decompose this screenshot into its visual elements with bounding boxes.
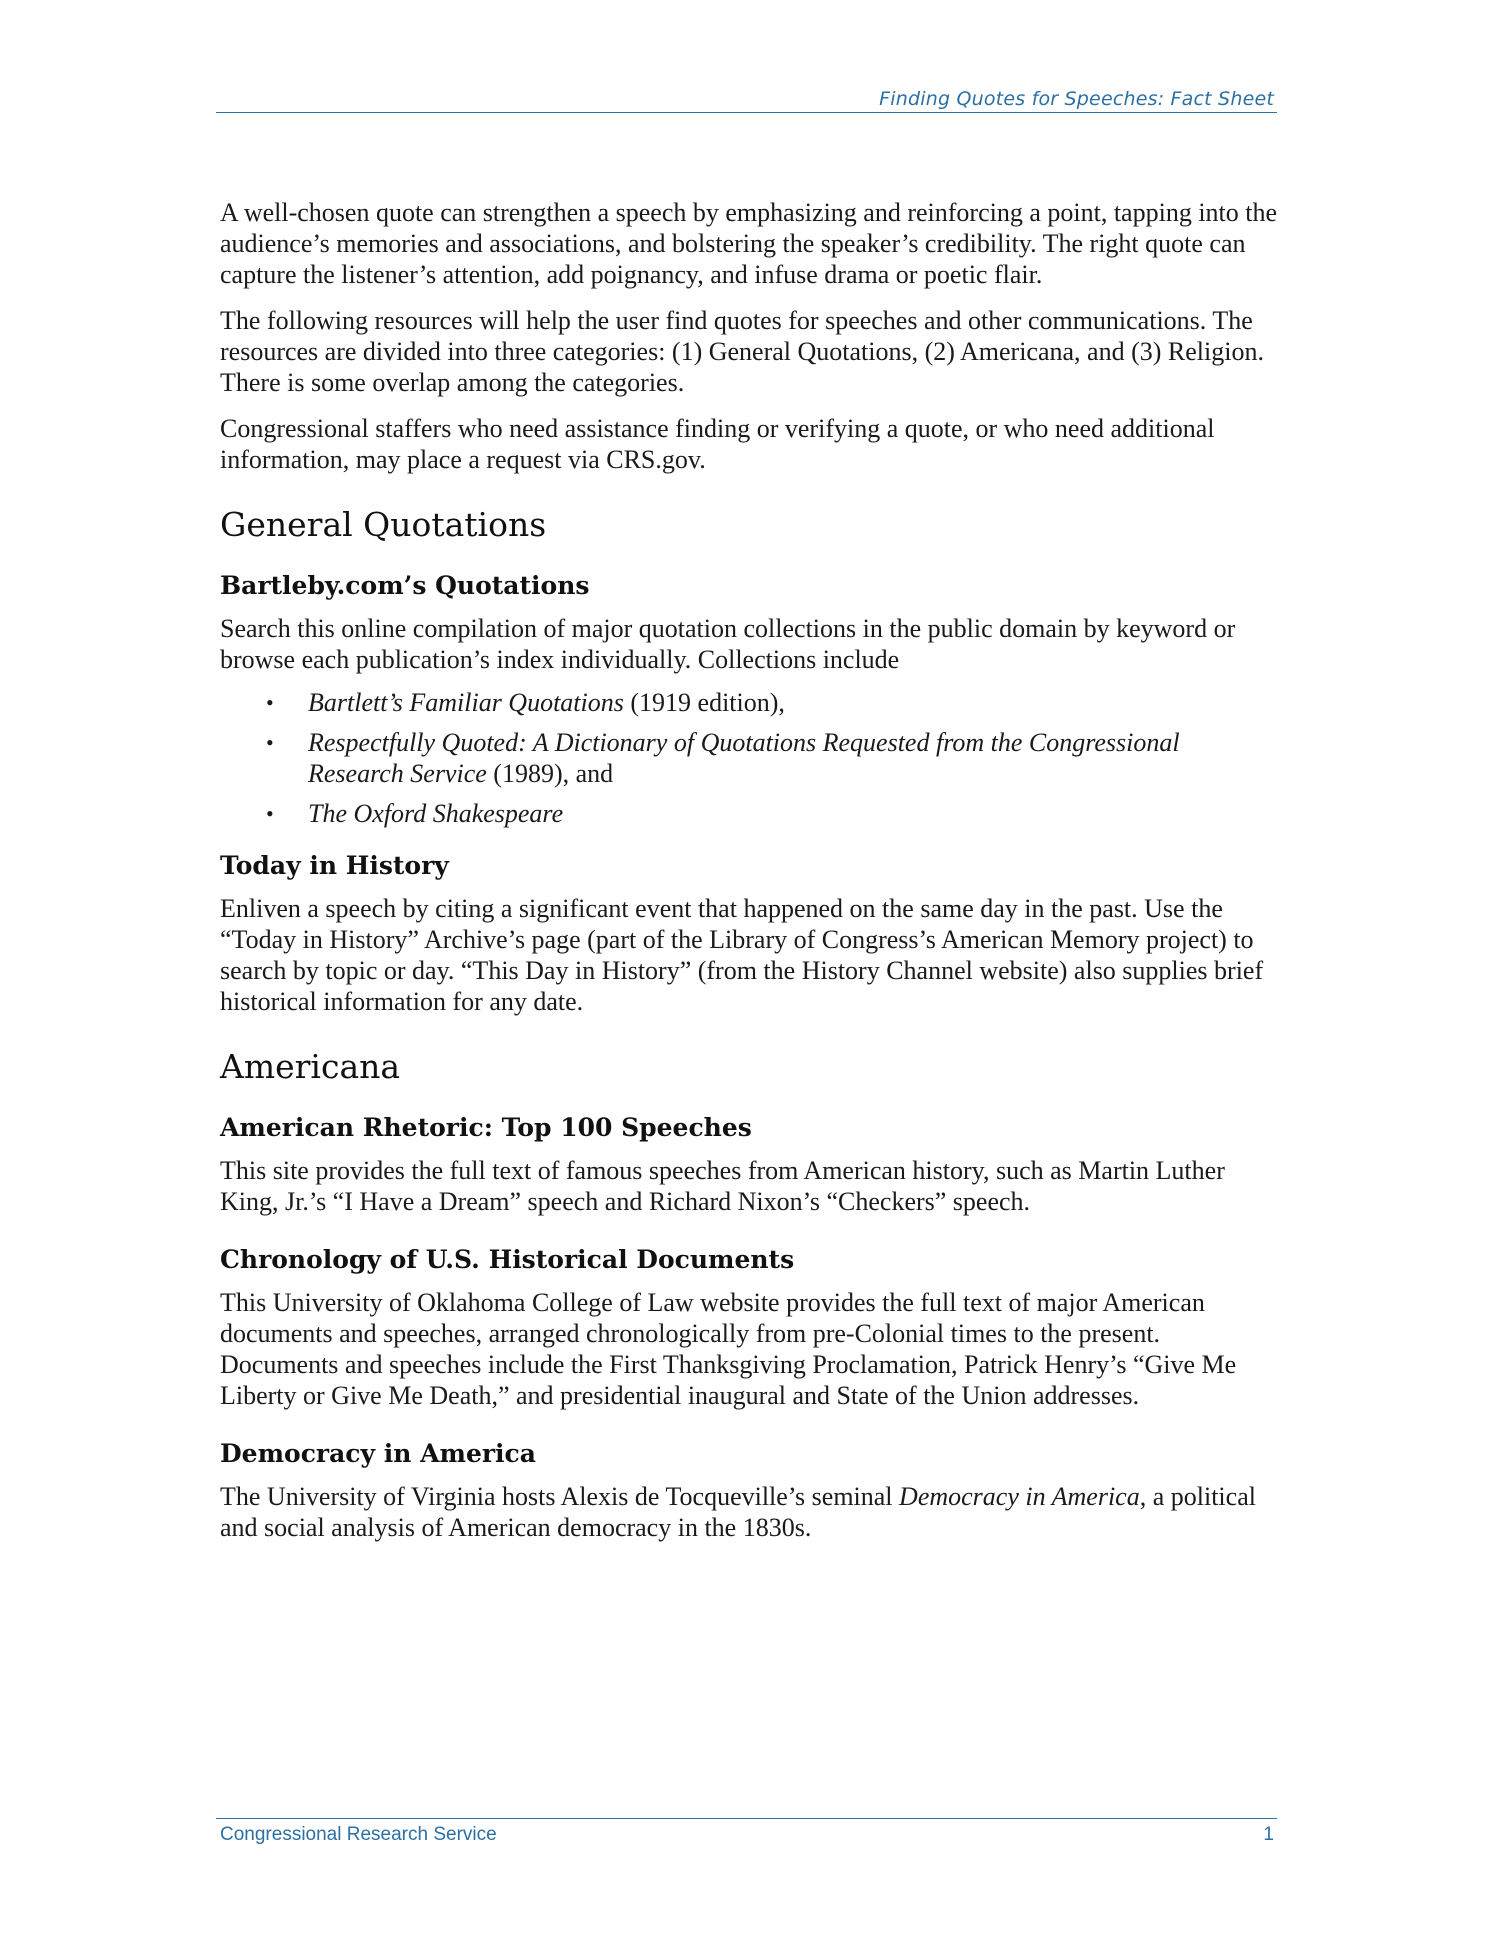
american-rhetoric-description: This site provides the full text of famous speeches from American history, such as Martin Luther King, Jr.’s “I Have a Dream” speech and Richard Nixon’s “Checkers” speech.	[220, 1156, 1225, 1216]
bullet-icon: •	[266, 690, 274, 715]
footer-rule	[216, 1818, 1277, 1819]
section-heading-general-quotations: General Quotations	[220, 505, 547, 544]
intro-paragraph-2: The following resources will help the user find quotes for speeches and other communications. The resources are divided into three categories: (1) General Quotations, (2) Americana, and (3) Religion. There is some overlap among the categories.	[220, 306, 1264, 397]
collection-title: Respectfully Quoted: A Dictionary of Quotations Requested from the Congressional Research Service	[308, 728, 1180, 788]
collection-title: Bartlett’s Familiar Quotations	[308, 688, 624, 717]
list-item	[220, 687, 1280, 718]
bullet-icon: •	[266, 801, 274, 826]
chronology-description: This University of Oklahoma College of Law website provides the full text of major American documents and speeches, arranged chronologically from pre-Colonial times to the present. Documents and speeches include the First Thanksgiving Proclamation, Patrick Henry’s “Give Me Liberty or Give Me Death,” and presidential inaugural and State of the Union addresses.	[220, 1288, 1237, 1410]
section-heading-americana: Americana	[220, 1047, 401, 1086]
intro-paragraph-3: Congressional staffers who need assistance finding or verifying a quote, or who need additional information, may place a request via CRS.gov.	[220, 414, 1215, 474]
bartleby-collections-list	[220, 687, 1280, 829]
subheading-chronology: Chronology of U.S. Historical Documents	[220, 1245, 795, 1274]
subheading-democracy-in-america: Democracy in America	[220, 1439, 536, 1468]
democracy-book-title: Democracy in America	[899, 1482, 1140, 1511]
subheading-bartleby: Bartleby.com’s Quotations	[220, 571, 590, 600]
bullet-icon: •	[266, 730, 274, 755]
header-title: Finding Quotes for Speeches: Fact Sheet	[879, 88, 1274, 110]
footer-page-number: 1	[1263, 1824, 1274, 1845]
collection-suffix: (1989), and	[486, 759, 614, 788]
subheading-today-in-history: Today in History	[220, 851, 449, 880]
list-item	[220, 727, 1280, 789]
header-rule	[216, 112, 1277, 113]
democracy-text-after: , a political and social analysis of American democracy in the 1830s.	[220, 1482, 1256, 1542]
intro-paragraph-1: A well-chosen quote can strengthen a speech by emphasizing and reinforcing a point, tapping into the audience’s memories and associations, and bolstering the speaker’s credibility. The right quote can capture the listener’s attention, add poignancy, and infuse drama or poetic flair.	[220, 198, 1278, 289]
footer-organization: Congressional Research Service	[220, 1824, 497, 1845]
list-item	[220, 798, 1280, 829]
today-in-history-description: Enliven a speech by citing a significant event that happened on the same day in the past. Use the “Today in History” Archive’s page (part of the Library of Congress’s American Memory project) to search by topic or day. “This Day in History” (from the History Channel website) also supplies brief historical information for any date.	[220, 894, 1264, 1016]
collection-title: The Oxford Shakespeare	[308, 799, 564, 828]
democracy-description	[220, 1481, 1280, 1543]
bartleby-description: Search this online compilation of major quotation collections in the public domain by keyword or browse each publication’s index individually. Collections include	[220, 614, 1236, 674]
democracy-text-before: The University of Virginia hosts Alexis de Tocqueville’s seminal	[220, 1482, 900, 1511]
main-content	[220, 197, 1280, 1543]
subheading-american-rhetoric: American Rhetoric: Top 100 Speeches	[220, 1113, 752, 1142]
collection-suffix: (1919 edition),	[623, 688, 785, 717]
